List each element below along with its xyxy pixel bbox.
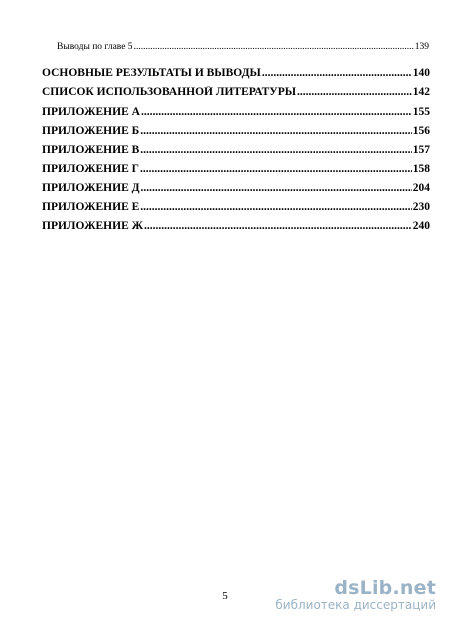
toc-entry-page: 139	[414, 42, 429, 52]
toc-entry-page: 142	[412, 86, 430, 98]
toc-entry-appendix-v	[42, 144, 430, 156]
dot-leader	[144, 220, 412, 232]
dot-leader	[140, 144, 411, 156]
toc-entry-appendix-e	[42, 201, 430, 213]
dot-leader	[262, 67, 412, 79]
toc-entry-title: ПРИЛОЖЕНИЕ Б	[42, 125, 140, 137]
toc-entry-appendix-d	[42, 182, 430, 194]
toc-entry-title: ПРИЛОЖЕНИЕ Г	[42, 163, 139, 175]
toc-entry-page: 155	[412, 106, 430, 118]
toc-entry-page: 157	[412, 144, 430, 156]
dot-leader	[297, 86, 412, 98]
toc-entry-conclusions-chapter-5	[57, 42, 429, 52]
toc-entry-title: ОСНОВНЫЕ РЕЗУЛЬТАТЫ И ВЫВОДЫ	[42, 67, 261, 79]
toc-entry-title: Выводы по главе 5	[57, 42, 133, 52]
dot-leader	[141, 106, 412, 118]
dot-leader	[140, 163, 412, 175]
dot-leader	[140, 201, 411, 213]
toc-entry-title: СПИСОК ИСПОЛЬЗОВАННОЙ ЛИТЕРАТУРЫ	[42, 86, 297, 98]
toc-entry-page: 156	[412, 125, 430, 137]
toc-entry-appendix-g	[42, 163, 430, 175]
toc-entry-page: 230	[412, 201, 430, 213]
toc-entry-appendix-a	[42, 106, 430, 118]
watermark-subtitle: библиотека диссертаций	[275, 598, 436, 612]
toc-entry-title: ПРИЛОЖЕНИЕ А	[42, 106, 140, 118]
page-number: 5	[222, 590, 228, 602]
toc-entry-page: 158	[412, 163, 430, 175]
toc-entry-title: ПРИЛОЖЕНИЕ В	[42, 144, 140, 156]
dot-leader	[140, 125, 412, 137]
toc-entry-references	[42, 86, 430, 98]
toc-entry-appendix-b	[42, 125, 430, 137]
watermark	[275, 578, 436, 613]
toc-entry-page: 204	[412, 182, 430, 194]
toc-entry-appendix-zh	[42, 220, 430, 232]
watermark-logo: dsLib.net	[334, 577, 436, 599]
toc-entry-title: ПРИЛОЖЕНИЕ Е	[42, 201, 140, 213]
toc-entry-title: ПРИЛОЖЕНИЕ Ж	[42, 220, 143, 232]
toc-entry-title: ПРИЛОЖЕНИЕ Д	[42, 182, 140, 194]
dot-leader	[134, 42, 414, 52]
toc-entry-main-results	[42, 67, 430, 79]
toc-entry-page: 240	[412, 220, 430, 232]
dot-leader	[141, 182, 412, 194]
toc-entry-page: 140	[412, 67, 430, 79]
